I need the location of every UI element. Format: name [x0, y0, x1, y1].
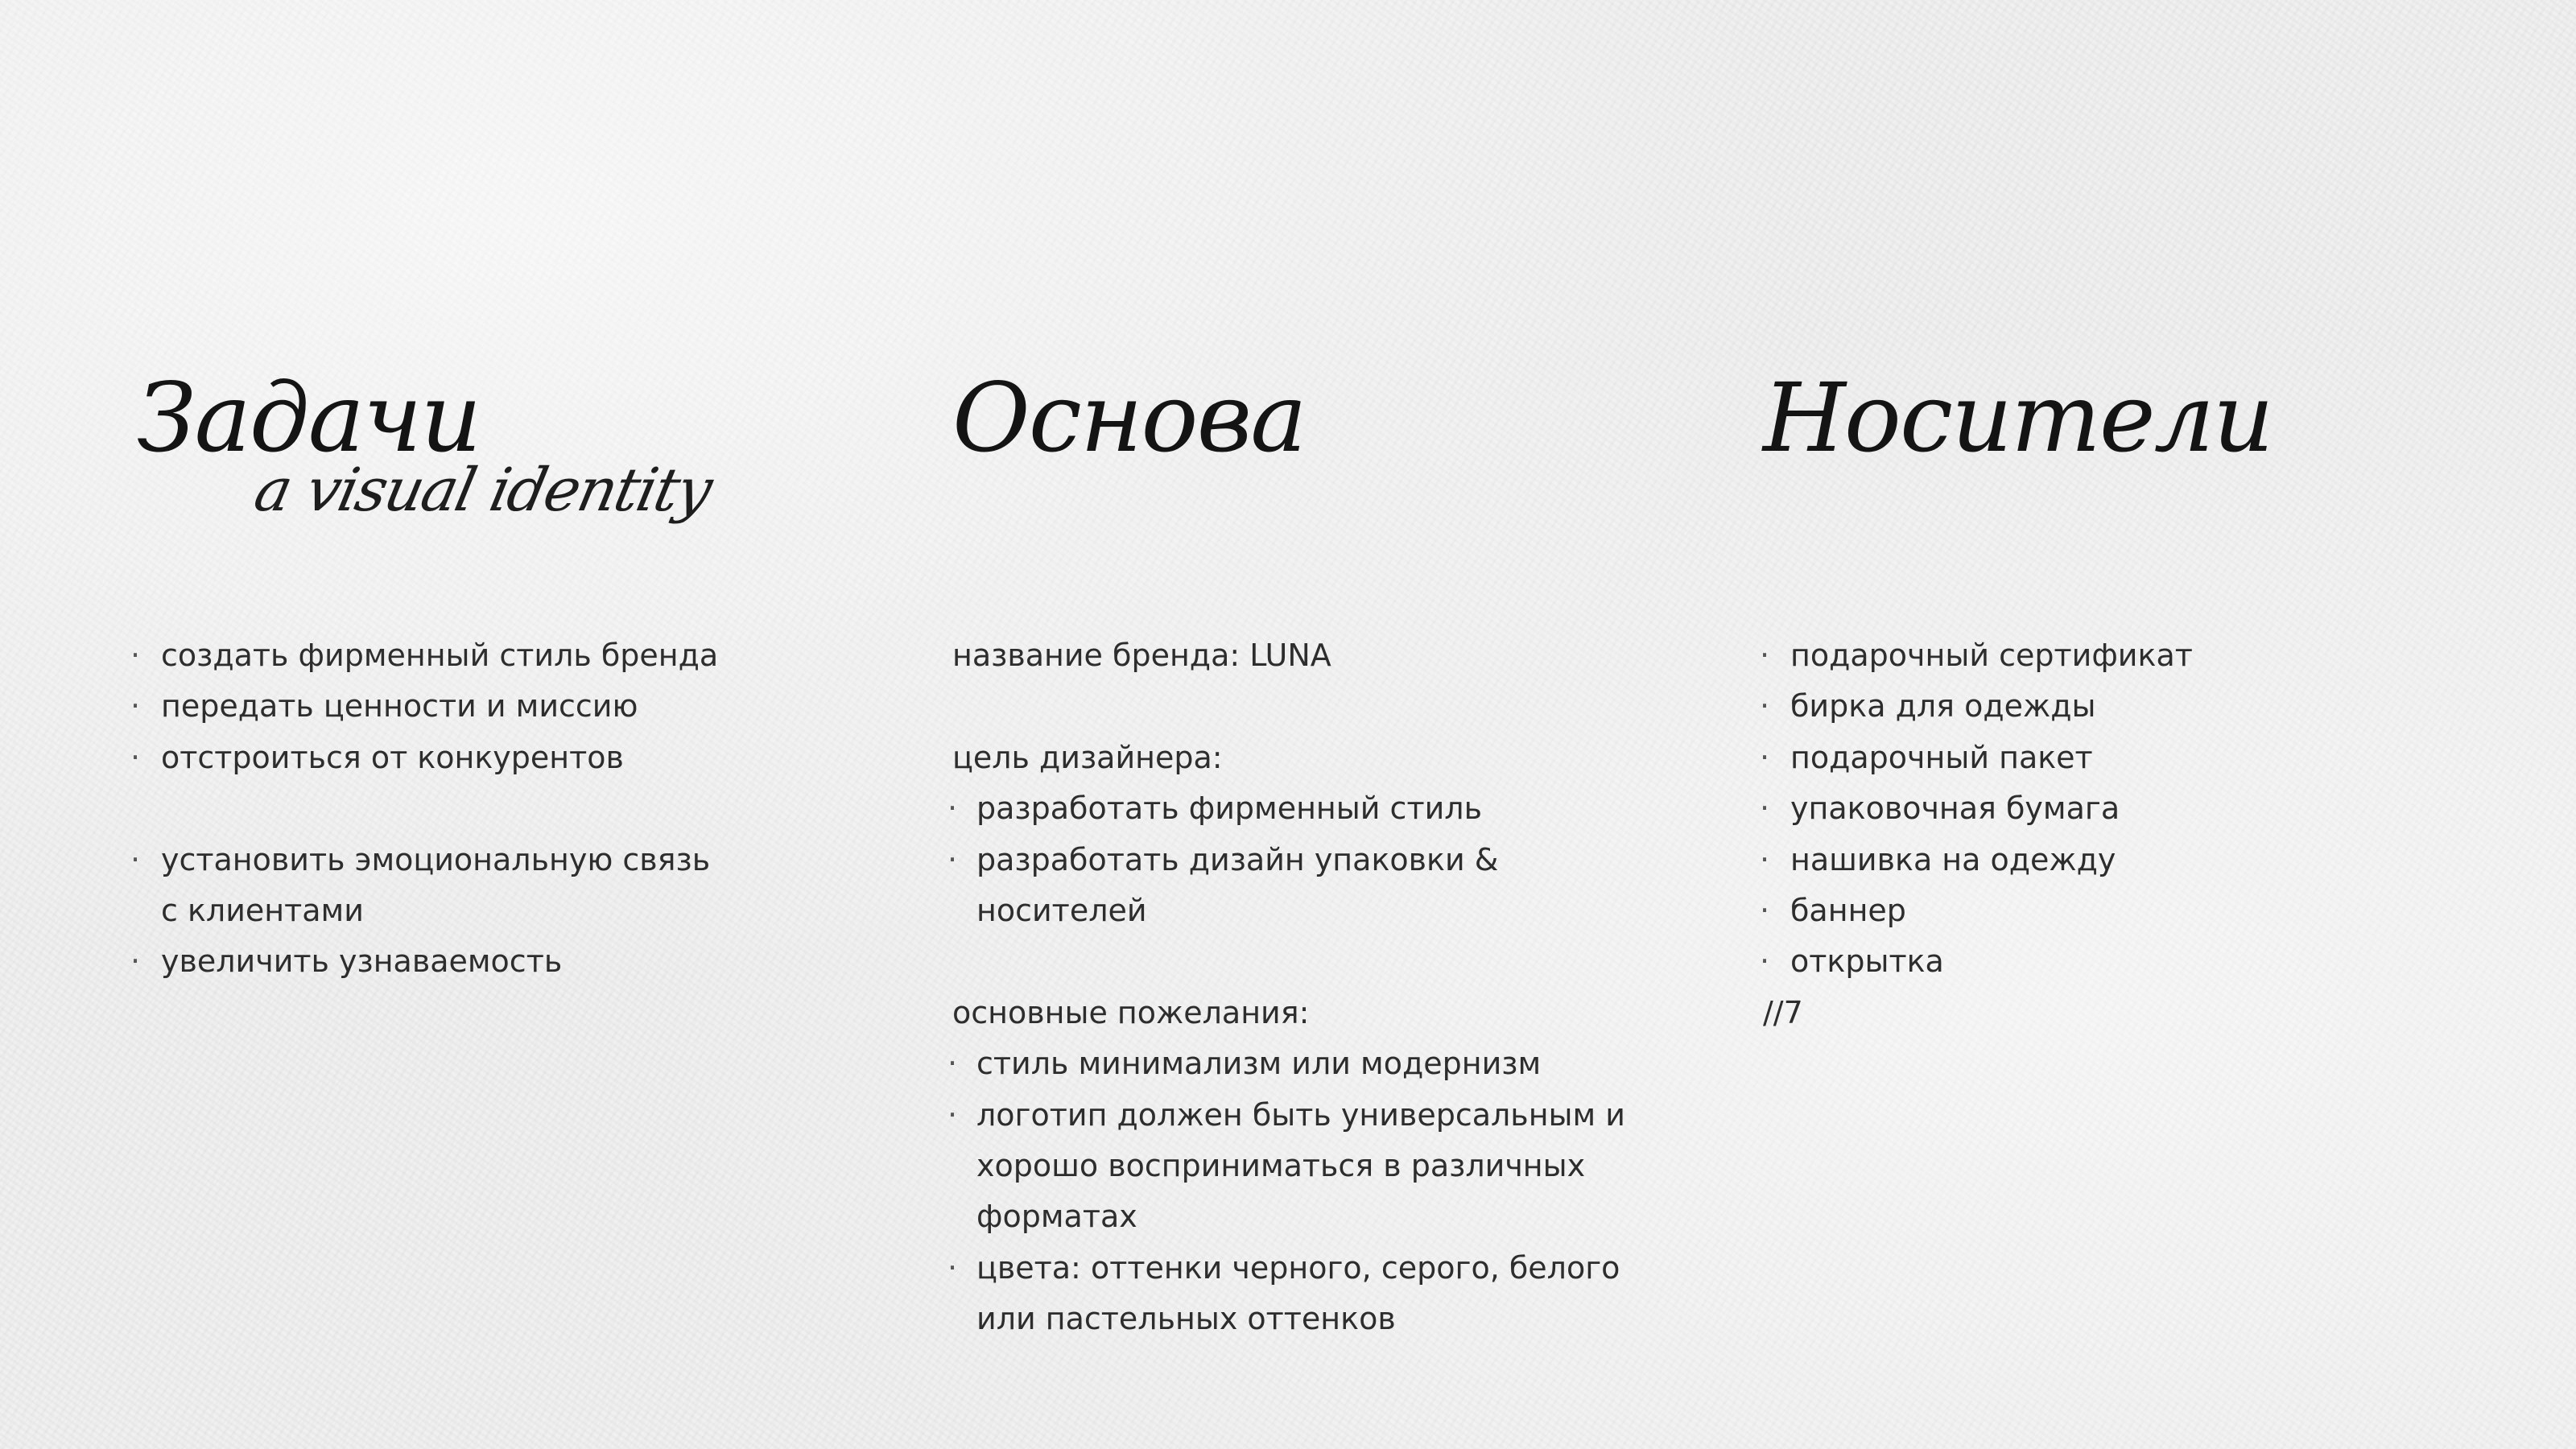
wishes-list [952, 1038, 1625, 1344]
list-item-continuation: носителей [976, 893, 1147, 929]
list-item: · стиль минимализм или модернизм [976, 1038, 1625, 1089]
list-item: · цвета: оттенки черного, серого, белого [976, 1243, 1625, 1294]
list-item: · разработать фирменный стиль [976, 783, 1625, 834]
list-item-continuation: или пастельных оттенков [976, 1301, 1396, 1337]
list-item: · подарочный сертификат [1790, 630, 2193, 681]
osnova-column [952, 630, 1625, 1345]
items-count: //7 [1763, 994, 1803, 1030]
goal-label: цель дизайнера: [952, 739, 1223, 775]
list-item: · нашивка на одежду [1790, 835, 2193, 886]
list-item: · разработать дизайн упаковки & [976, 835, 1625, 886]
list-item: · баннер [1790, 886, 2193, 936]
nositeli-list [1790, 630, 2193, 988]
list-item: · открытка [1790, 936, 2193, 987]
list-item: · упаковочная бумага [1790, 783, 2193, 834]
zadachi-title: Задачи [137, 362, 481, 473]
zadachi-list [161, 630, 718, 783]
osnova-title: Основа [952, 362, 1306, 473]
brand-name-line: название бренда: LUNA [952, 638, 1331, 673]
list-item-continuation: с клиентами [161, 893, 364, 929]
nositeli-title: Носители [1763, 362, 2273, 473]
list-item: · отстроиться от конкурентов [161, 733, 718, 783]
nositeli-column [1763, 630, 2193, 1038]
list-item-continuation: хорошо восприниматься в различных [976, 1148, 1586, 1184]
list-item: · подарочный пакет [1790, 733, 2193, 783]
list-item: · передать ценности и миссию [161, 681, 718, 732]
list-item: · установить эмоциональную связь [161, 835, 718, 886]
wishes-label: основные пожелания: [952, 994, 1310, 1030]
visual-identity-subtitle: a visual identity [248, 456, 717, 525]
zadachi-list-2 [161, 835, 718, 988]
goal-list [952, 783, 1625, 936]
list-item-continuation: форматах [976, 1199, 1137, 1235]
list-item: · бирка для одежды [1790, 681, 2193, 732]
zadachi-column [161, 630, 718, 988]
list-item: · логотип должен быть универсальным и [976, 1090, 1625, 1141]
list-item: · создать фирменный стиль бренда [161, 630, 718, 681]
list-item: · увеличить узнаваемость [161, 936, 718, 987]
